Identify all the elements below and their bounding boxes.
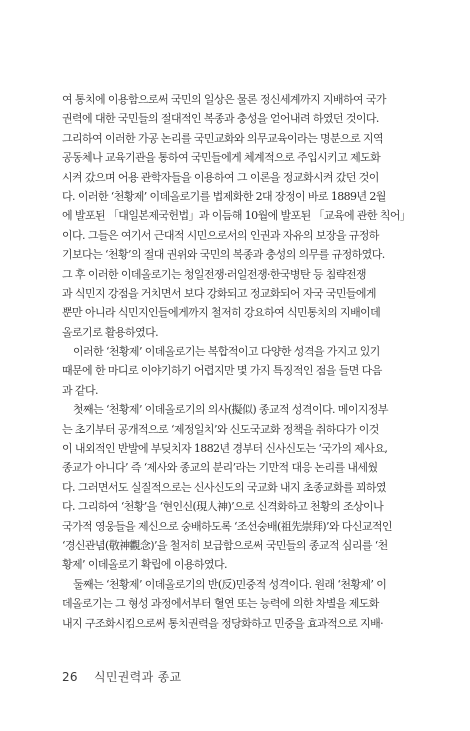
text-line: 다. 그러면서도 실질적으로는 신사신도의 국교화 내지 초종교화를 꾀하였: [62, 480, 386, 494]
text-line: 이러한 ‘천황제’ 이데올로기는 복합적이고 다양한 성격을 가지고 있기: [73, 345, 380, 359]
text-line: 그리하여 이러한 가공 논리를 국민교화와 의무교육이라는 명분으로 지역: [62, 131, 384, 145]
page-number: 26: [62, 670, 78, 684]
text-line: 종교가 아니다’ 즉 ‘제사와 종교의 분리’라는 기만적 대응 논리를 내세웠: [62, 461, 378, 475]
text-line: 이다. 그들은 여기서 근대적 시민으로서의 인권과 자유의 보장을 규정하: [62, 228, 379, 242]
body-text: [62, 90, 418, 633]
text-line: 에 발포된 「대일본제국헌법」과 이듬해 10월에 발포된 「교육에 관한 칙어」: [62, 209, 411, 223]
text-line: 여 통치에 이용함으로써 국민의 일상은 물론 정신세계까지 지배하여 국가: [62, 93, 386, 106]
text-line: 첫째는 ‘천황제’ 이데올로기의 의사(擬似) 종교적 성격이다. 메이지정부: [73, 403, 388, 417]
text-line: 때문에 한 마디로 이야기하기 어렵지만 몇 가지 특징적인 점을 들면 다음: [62, 364, 382, 378]
text-line: 그 후 이러한 이데올로기는 청일전쟁·러일전쟁·한국병탄 등 침략전쟁: [62, 267, 366, 281]
text-line: 둘째는 ‘천황제’ 이데올로기의 반(反)민중적 성격이다. 원래 ‘천황제’ 이: [73, 577, 387, 591]
text-line: 다. 이러한 ‘천황제’ 이데올로기를 법제화한 2대 장정이 바로 1889년 2월: [62, 189, 386, 203]
text-line: 기보다는 ‘천황’의 절대 권위와 국민의 복종과 충성의 의무를 규정하였다.: [62, 248, 385, 262]
text-line: ‘경신관념(敬神觀念)’을 철저히 보급함으로써 국민들의 종교적 심리를 ‘천: [62, 538, 388, 552]
text-line: 황제’ 이데올로기 확립에 이용하였다.: [62, 558, 227, 572]
text-line: 내지 구조화시킴으로써 통치권력을 정당화하고 민중을 효과적으로 지배·: [62, 616, 384, 630]
running-title: 식민권력과 종교: [94, 670, 182, 684]
text-line: 과 식민지 강점을 거치면서 보다 강화되고 정교화되어 자국 국민들에게: [62, 286, 376, 300]
text-line: 시켜 갔으며 어용 관학자들을 이용하여 그 이론을 정교화시켜 갔던 것이: [62, 170, 379, 184]
text-line: 는 초기부터 공개적으로 ‘제정일치’와 신도국교화 정책을 취하다가 이것: [62, 422, 379, 436]
text-line: 과 같다.: [62, 383, 98, 397]
text-line: 올로기로 활용하였다.: [62, 325, 159, 339]
text-line: 다. 그리하여 ‘천황’을 ‘현인신(現人神)’으로 신격화하고 천황의 조상이나: [62, 500, 384, 514]
text-line: 권력에 대한 국민들의 절대적인 복종과 충성을 얻어내려 하였던 것이다.: [62, 112, 379, 126]
text-line: 데올로기는 그 형성 과정에서부터 혈연 또는 능력에 의한 차별을 제도화: [62, 597, 379, 611]
text-line: 이 내외적인 반발에 부딪치자 1882년 경부터 신사신도는 ‘국가의 제사요,: [62, 442, 388, 456]
text-line: 공동체나 교육기관을 통하여 국민들에게 체계적으로 주입시키고 제도화: [62, 151, 381, 165]
text-line: 뿐만 아니라 식민지인들에게까지 철저히 강요하여 식민통치의 지배이데: [62, 306, 381, 320]
page-footer: [62, 668, 181, 685]
text-line: 국가적 영웅들을 제신으로 숭배하도록 ‘조선숭배(祖先崇拜)’와 다신교적인: [62, 519, 392, 533]
